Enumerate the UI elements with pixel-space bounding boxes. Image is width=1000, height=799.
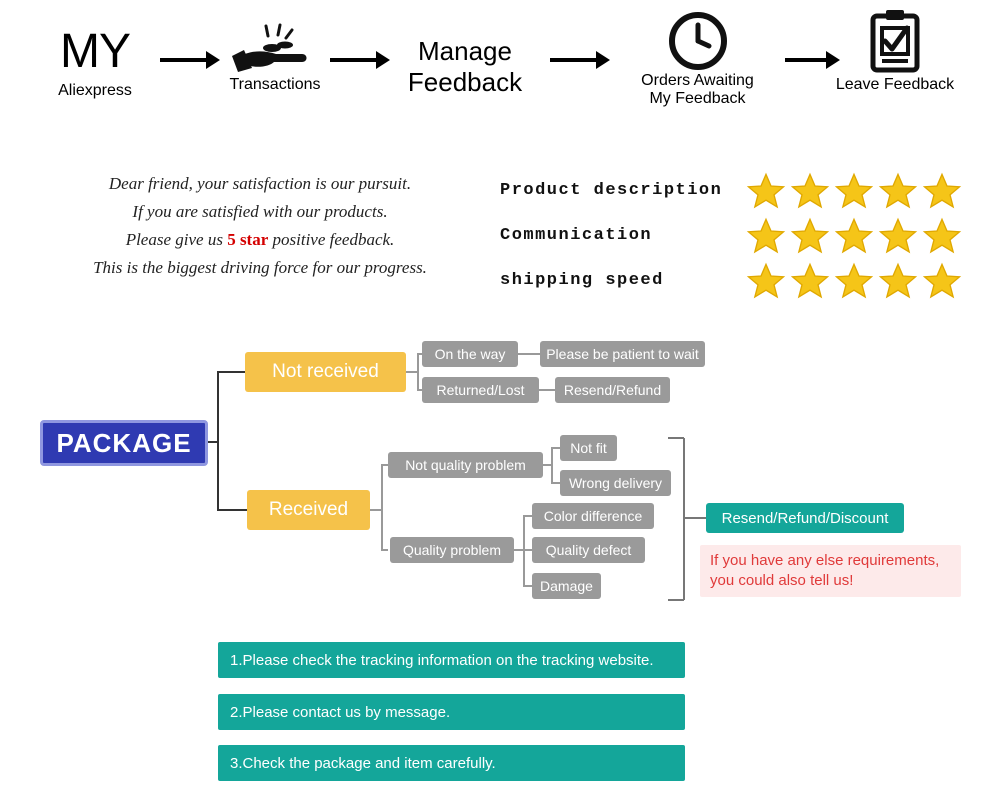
step-transactions-label: Transactions bbox=[229, 76, 321, 93]
star-icon bbox=[921, 216, 963, 256]
star-rating bbox=[745, 171, 963, 211]
package-flow-chart bbox=[0, 320, 1000, 620]
star-icon bbox=[789, 216, 831, 256]
flow-note-line-1: If you have any else requirements, bbox=[710, 551, 940, 569]
star-icon bbox=[833, 171, 875, 211]
star-icon bbox=[833, 216, 875, 256]
star-rating bbox=[745, 261, 963, 301]
flow-node-returned-lost: Returned/Lost bbox=[422, 377, 539, 403]
star-icon bbox=[921, 261, 963, 301]
clipboard-check-icon bbox=[815, 8, 975, 76]
star-icon bbox=[789, 171, 831, 211]
message-line-3 bbox=[40, 226, 480, 254]
flow-note-extra-requirements bbox=[700, 545, 961, 597]
flow-node-received: Received bbox=[247, 490, 370, 530]
step-transactions bbox=[205, 20, 345, 94]
top-flow-strip bbox=[0, 0, 1000, 130]
star-icon bbox=[745, 171, 787, 211]
flow-node-not-received: Not received bbox=[245, 352, 406, 392]
rating-row bbox=[500, 213, 980, 258]
star-icon bbox=[789, 261, 831, 301]
rating-row bbox=[500, 258, 980, 303]
middle-section bbox=[0, 140, 1000, 310]
star-icon bbox=[833, 261, 875, 301]
step-orders-awaiting-line2: My Feedback bbox=[649, 90, 746, 108]
flow-node-wrong-delivery: Wrong delivery bbox=[560, 470, 671, 496]
rating-row bbox=[500, 168, 980, 213]
step-manage-feedback-line2: Feedback bbox=[407, 67, 523, 98]
bottom-step-1: 1.Please check the tracking information on the tracking website. bbox=[218, 642, 685, 678]
clock-icon bbox=[615, 10, 780, 72]
flow-node-resend-refund-discount: Resend/Refund/Discount bbox=[706, 503, 904, 533]
flow-node-color-difference: Color difference bbox=[532, 503, 654, 529]
step-orders-awaiting-line1: Orders Awaiting bbox=[641, 72, 754, 89]
star-icon bbox=[745, 216, 787, 256]
arrow-right-icon bbox=[550, 48, 610, 72]
step-manage-feedback-line1: Manage bbox=[418, 36, 512, 66]
flow-node-on-the-way: On the way bbox=[422, 341, 518, 367]
my-aliexpress-subtitle: Aliexpress bbox=[58, 82, 132, 99]
flow-node-not-fit: Not fit bbox=[560, 435, 617, 461]
message-highlight-5-star: 5 star bbox=[227, 230, 269, 250]
step-manage-feedback bbox=[395, 36, 535, 98]
arrow-right-icon bbox=[330, 48, 390, 72]
star-rating bbox=[745, 216, 963, 256]
flow-node-resend-refund: Resend/Refund bbox=[555, 377, 670, 403]
step-orders-awaiting bbox=[615, 10, 780, 109]
ratings-block bbox=[500, 168, 980, 303]
message-line-4: This is the biggest driving force for our progress. bbox=[93, 258, 427, 278]
step-my-aliexpress bbox=[35, 25, 155, 100]
step-leave-feedback-label: Leave Feedback bbox=[835, 76, 955, 93]
flow-node-quality-problem: Quality problem bbox=[390, 537, 514, 563]
flow-note-line-2: you could also tell us! bbox=[710, 572, 854, 589]
message-line-1: Dear friend, your satisfaction is our pursuit. bbox=[108, 174, 412, 193]
rating-label-product-description: Product description bbox=[500, 181, 723, 200]
message-line-2: If you are satisfied with our products. bbox=[132, 202, 388, 222]
satisfaction-message bbox=[40, 170, 480, 282]
star-icon bbox=[877, 216, 919, 256]
flow-node-package: PACKAGE bbox=[40, 420, 208, 466]
bottom-steps bbox=[0, 630, 1000, 795]
star-icon bbox=[745, 261, 787, 301]
my-aliexpress-wordmark: MY bbox=[60, 25, 130, 78]
star-icon bbox=[921, 171, 963, 211]
step-leave-feedback bbox=[815, 8, 975, 94]
star-icon bbox=[877, 171, 919, 211]
bottom-step-3: 3.Check the package and item carefully. bbox=[218, 745, 685, 781]
message-line-3-post: positive feedback. bbox=[268, 230, 395, 250]
flow-node-damage: Damage bbox=[532, 573, 601, 599]
rating-label-communication: Communication bbox=[500, 226, 653, 245]
bottom-step-2: 2.Please contact us by message. bbox=[218, 694, 685, 730]
hand-coins-icon bbox=[205, 20, 345, 76]
flow-node-not-quality-problem: Not quality problem bbox=[388, 452, 543, 478]
star-icon bbox=[877, 261, 919, 301]
flow-node-quality-defect: Quality defect bbox=[532, 537, 645, 563]
rating-label-shipping-speed: shipping speed bbox=[500, 271, 664, 290]
message-line-3-pre: Please give us bbox=[125, 230, 228, 250]
flow-node-please-be-patient: Please be patient to wait bbox=[540, 341, 705, 367]
